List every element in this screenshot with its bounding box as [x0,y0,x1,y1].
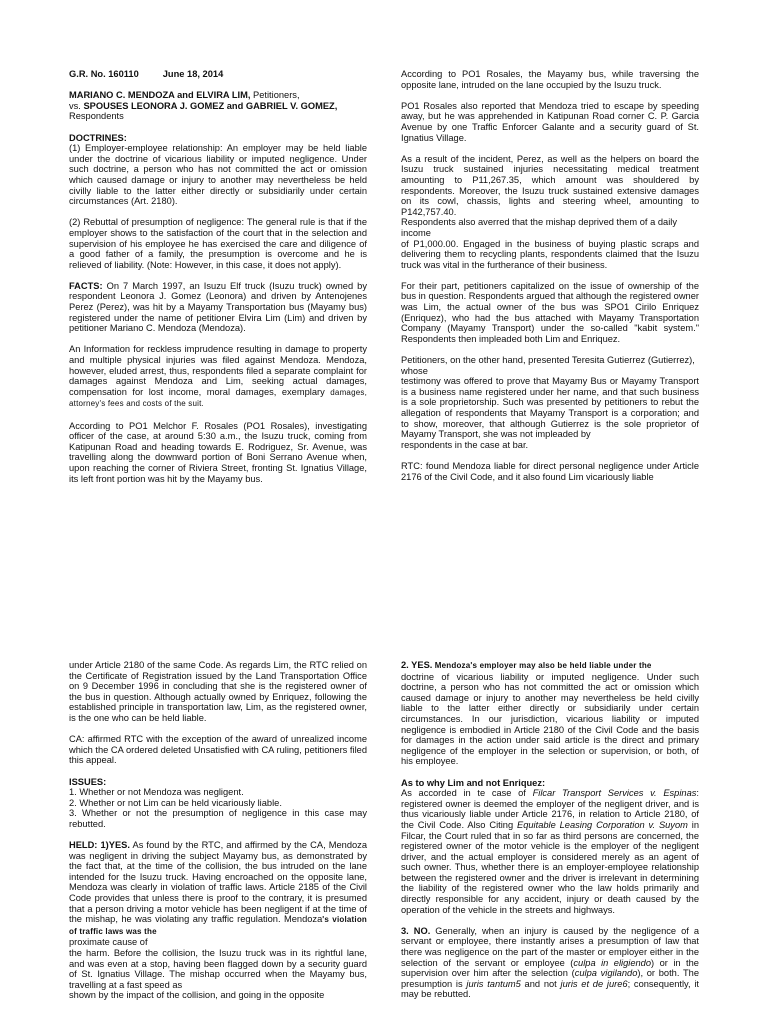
why-lim-heading: As to why Lim and not Enriquez: [401,777,546,788]
proximate-cause-line: proximate cause of [69,937,148,948]
presumption-paragraph: 3. NO. Generally, when an injury is caused by the negligence of a servant or employee, there instantly arises a presumption of law that there was negligence on the part of the master or employer either in the selection of the servant or employee (culpa in eligiendo) or in the supervision over him after the selection (culpa vigilando), or both. The presumption is juris tantum5 and not juris et de jure6; consequently, it may be rebutted. [401,925,699,1000]
business-paragraph: of P1,000.00. Engaged in the business of buying plastic scraps and delivering them to recycling plants, respondents claimed that the Isuzu truck was vital in the furtherance of their business. [401,238,699,270]
gutierrez-tail: respondents in the case at bar. [401,439,529,450]
vs-label: vs. [69,100,84,111]
facts-label: FACTS: [69,280,103,291]
vicarious-paragraph: doctrine of vicarious liability or imputed negligence. Under such doctrine, a person who has not committed the act or omission which caused damage or injury to another may nevertheless be held civilly liable to the latter either directly or subsidiarily under certain circumstances. In our jurisdiction, vicarious liability or imputed negligence is embodied in Article 2180 of the Civil Code and the basis for damages in the action under said article is the direct and primary negligence of the employer in the selection or supervision, or both, of his employee. [401,671,699,767]
doctrine-1: (1) Employer-employee relationship: An employer may be held liable under the doctrine of vicarious liability or imputed negligence. Under such doctrine, a person who has not committed the act or omission which caused damage or injury to another may nevertheless be held civilly liable to the latter either directly or subsidiarily under certain circumstances (Art. 2180). [69,143,367,207]
ownership-paragraph: For their part, petitioners capitalized on the issue of ownership of the bus in question. Respondents argued that although the registered owner was Lim, the actual owner of the bus was SPO1 Cirilo Enriquez (Enriquez), who had the bus attached with Mayamy Transportation Company (Mayamy Transport) under the so-called "kabit system." Respondents then impleaded both Lim and Enriquez. [401,280,699,344]
case-citation-equitable: Equitable Leasing Corporation v. Suyom [517,819,688,830]
respondents-names: SPOUSES LEONORA J. GOMEZ and GABRIEL V. GOMEZ, [83,100,338,111]
daily-income-line: Respondents also averred that the mishap deprived them of a daily income [401,217,677,238]
ca-ruling: CA: affirmed RTC with the exception of the award of unrealized income which the CA ordered deleted Unsatisfied with CA ruling, petitioners filed this appeal. [69,734,367,766]
respondents-label: Respondents [69,111,124,122]
gr-number: G.R. No. 160110 [69,69,139,79]
facts-paragraph-1: FACTS: On 7 March 1997, an Isuzu Elf truck (Isuzu truck) owned by respondent Leonora J. Gomez (Leonora) and driven by Antenojenes Perez (Perez), was hit by a Mayamy Transportation bus (Mayamy bus) registered under the name of petitioner Elvira Lim (Lim) and driven by petitioner Mariano C. Mendoza (Mendoza). [69,280,367,334]
no-3-label: 3. NO. [401,925,431,936]
rtc-ruling: RTC: found Mendoza liable for direct personal negligence under Article 2176 of the Civil Code, and it also found Lim vicariously liable [401,460,699,482]
issue-2: 2. Whether or not Lim can be held vicariously liable. [69,797,282,808]
held-paragraph: HELD: 1)YES. As found by the RTC, and affirmed by the CA, Mendoza was negligent in driving the subject Mayamy bus, as demonstrated by the fact that, at the time of the collision, the bus intruded on the lane intended for the Isuzu truck. Having encroached on the opposite lane, Mendoza was clearly in violation of traffic laws. Article 2185 of the Civil Code provides that unless there is proof to the contrary, it is presumed that a person driving a motor vehicle has been negligent if at the time of the mishap, he was violating any traffic regulation. Mendoza's violation of traffic laws was the [69,840,367,936]
facts-paragraph-2: An Information for reckless imprudence resulting in damage to property and multiple physical injuries was filed against Mendoza. Mendoza, however, eluded arrest, thus, respondents filed a separate complaint for damages against Mendoza and Lim, seeking actual damages, compensation for lost income, moral damages, exemplary damages, attorney's fees and costs of the suit. [69,344,367,409]
gutierrez-line: Petitioners, on the other hand, presented Teresita Gutierrez (Gutierrez), whose [401,355,695,376]
doctrines-heading: DOCTRINES [69,132,124,143]
page-bottom-half [0,652,768,1024]
petitioners-label: Petitioners, [250,90,300,101]
facts-paragraph-3: According to PO1 Melchor F. Rosales (PO1 Rosales), investigating officer of the case, at around 5:30 a.m., the Isuzu truck, coming from Katipunan Road and heading towards E. Rodriguez, Sr. Avenue, was travelling along the downward portion of Boni Serrano Avenue when, upon reaching the corner of Riviera Street, fronting St. Ignatius Village, its left front portion was hit by the Mayamy bus. [69,420,367,484]
rosales-paragraph-2: PO1 Rosales also reported that Mendoza tried to escape by speeding away, but he was apprehended in Katipunan Road corner C. P. Garcia Avenue by one Traffic Enforcer Galante and a security guard of St. Ignatius Village. [401,100,699,143]
parties [69,90,367,122]
doctrine-2: (2) Rebuttal of presumption of negligence: The general rule is that if the employer shows to the satisfaction of the court that in the selection and supervision of his employee he has exercised the care and diligence of a good father of a family, the presumption is overcome and he is relieved of liability. (Note: However, in this case, it does not apply). [69,217,367,270]
held-label: HELD: [69,840,98,851]
right-column-top [401,69,699,493]
case-citation-filcar: Filcar Transport Services v. Espinas [532,788,697,799]
rosales-paragraph-1: According to PO1 Rosales, the Mayamy bus, while traversing the opposite lane, intruded on the lane occupied by the Isuzu truck. [401,69,699,90]
left-column-bottom [69,660,367,1001]
issues-heading: ISSUES: [69,776,107,787]
left-column-top [69,69,367,495]
collision-tail: shown by the impact of the collision, and going in the opposite [69,990,325,1001]
right-column-bottom [401,660,699,1011]
collision-paragraph: the harm. Before the collision, the Isuzu truck was in its rightful lane, and was even at a stop, having been flagged down by a security guard of St. Ignatius Village. The mishap occurred when the Mayamy bus, travelling at a fast speed as [69,948,367,990]
doctrines-block: DOCTRINES: [69,132,127,143]
decision-date: June 18, 2014 [162,69,224,79]
petitioners-names: MARIANO C. MENDOZA and ELVIRA LIM, [69,90,251,101]
gutierrez-testimony: testimony was offered to prove that Mayamy Bus or Mayamy Transport is a business name registered under her name, and that such business is a sole proprietorship. Such was presented by petitioners to rebut the allegation of respondents that Mayamy Transport is a corporation; and to show, moreover, that although Gutierrez is the sole proprietor of Mayamy Transport, she was not impleaded by [401,376,699,440]
issue-1: 1. Whether or not Mendoza was negligent. [69,787,244,798]
case-header [69,69,367,80]
vicarious-header-line: 2. YES. Mendoza's employer may also be held liable under the [401,660,652,670]
rtc-continued: under Article 2180 of the same Code. As regards Lim, the RTC relied on the Certificate of Registration issued by the Land Transportation Office on 9 December 1996 in concluding that she is the registered owner of the bus in question. Although actually owned by Enriquez, following the established principle in transportation law, Lim, as the registered owner, is the one who can be held liable. [69,660,367,723]
yes-2-label: 2. YES. [401,660,433,670]
issue-3: 3. Whether or not the presumption of negligence in this case may rebutted. [69,808,367,829]
injuries-paragraph: As a result of the incident, Perez, as well as the helpers on board the Isuzu truck sustained injuries necessitating medical treatment amounting to P11,267.35, which amount was shouldered by respondents. Moreover, the Isuzu truck sustained extensive damages on its cowl, chassis, lights and steering wheel, amounting to P142,757.40. [401,153,699,217]
why-lim-paragraph: As accorded in te case of Filcar Transport Services v. Espinas: registered owner is deemed the employer of the negligent driver, and is thus vicariously liable under Article 2176, in relation to Article 2180, of the Civil Code. Also Citing Equitable Leasing Corporation v. Suyom in Filcar, the Court ruled that in so far as third persons are concerned, the registered owner of the motor vehicle is the employer of the negligent driver, and the actual employer is considered merely as an agent of such owner. Thus, whether there is an employer-employee relationship between the registered owner and the driver is irrelevant in determining the liability of the registered owner who the law holds primarily and directly responsible for any accident, injury or death caused by the operation of the vehicle in the streets and highways. [401,788,699,915]
